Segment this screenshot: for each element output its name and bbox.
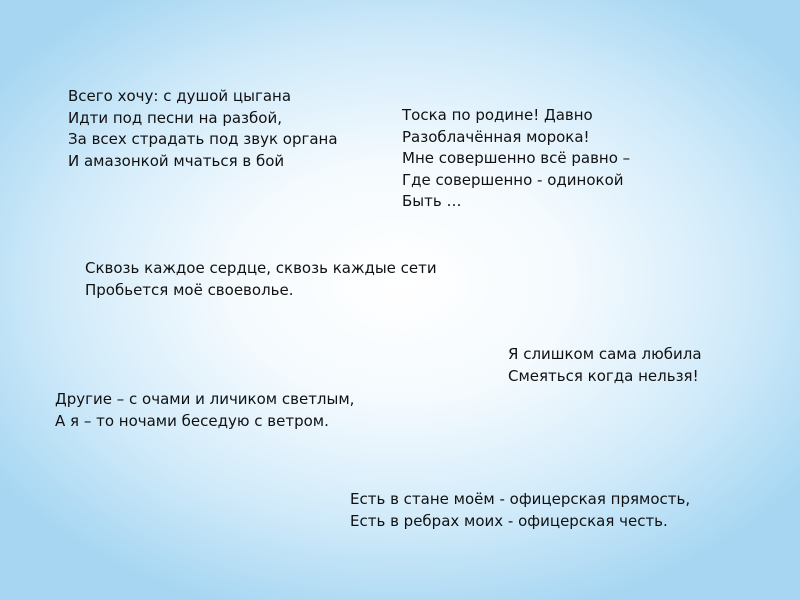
stanza-line: Пробьется моё своеволье. [85, 280, 294, 299]
stanza-5 [55, 389, 354, 432]
stanza-line: Мне совершенно всё равно – [402, 149, 631, 167]
stanza-line: Разоблачённая морока! [402, 127, 590, 146]
stanza-line: Другие – с очами и личиком светлым, [55, 390, 355, 408]
stanza-line: Есть в ребрах моих - офицерская честь. [350, 511, 668, 530]
stanza-line: Есть в стане моём - офицерская прямость, [350, 490, 691, 508]
stanza-line: Где совершенно - одинокой [402, 170, 624, 189]
stanza-line: Сквозь каждое сердце, сквозь каждые сети [85, 259, 437, 277]
stanza-6 [350, 489, 690, 532]
stanza-3 [85, 258, 437, 301]
stanza-line: Быть … [402, 192, 462, 210]
stanza-line: Тоска по родине! Давно [402, 106, 593, 124]
stanza-line: За всех страдать под звук органа [68, 130, 338, 148]
stanza-line: Всего хочу: с душой цыгана [68, 87, 292, 105]
stanza-line: Я слишком сама любила [508, 345, 702, 363]
stanza-1 [68, 86, 338, 172]
stanza-line: И амазонкой мчаться в бой [68, 151, 285, 170]
stanza-2 [402, 105, 630, 213]
stanza-line: Идти под песни на разбой, [68, 108, 282, 127]
stanza-line: Смеяться когда нельзя! [508, 366, 699, 385]
stanza-line: А я – то ночами беседую с ветром. [55, 411, 329, 430]
stanza-4 [508, 344, 702, 387]
